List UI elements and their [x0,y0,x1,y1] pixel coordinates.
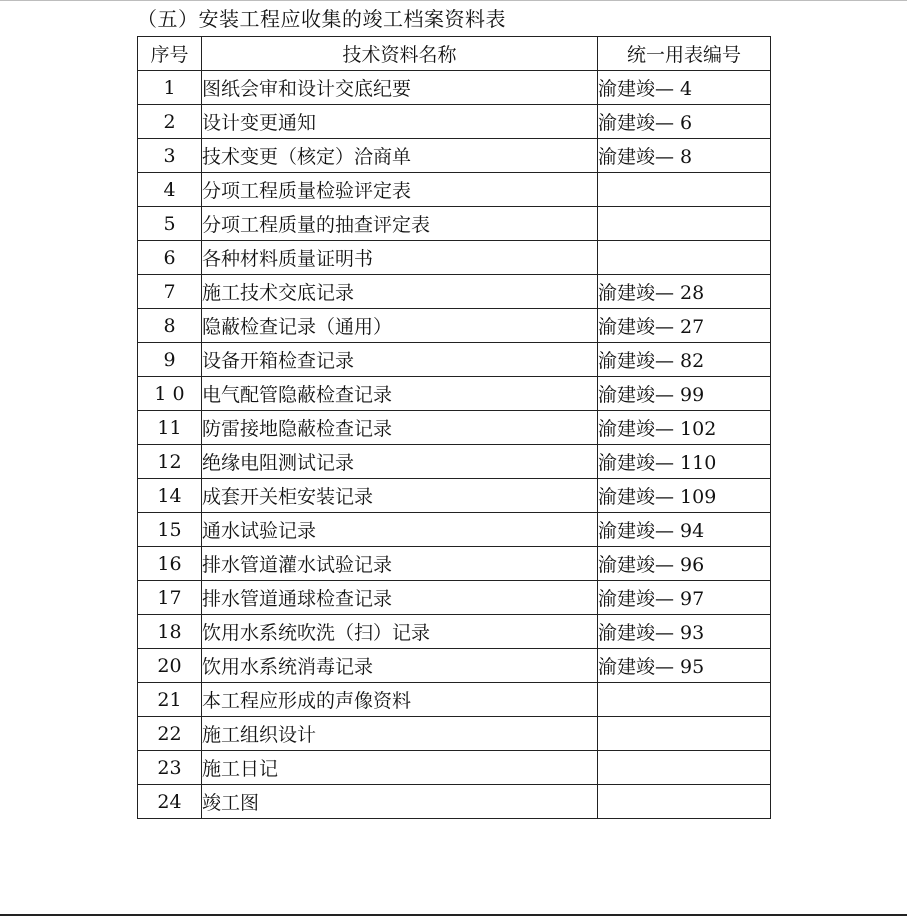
table-row [138,207,771,241]
cell-seq: 24 [138,785,202,819]
cell-name: 分项工程质量检验评定表 [202,173,598,207]
cell-name: 绝缘电阻测试记录 [202,445,598,479]
table-row [138,581,771,615]
cell-code: 渝建竣— 95 [598,649,771,683]
cell-code: 渝建竣— 96 [598,547,771,581]
table-body [138,71,771,819]
cell-seq: 14 [138,479,202,513]
cell-seq: 1 0 [138,377,202,411]
cell-seq: 9 [138,343,202,377]
cell-code [598,173,771,207]
cell-code: 渝建竣— 27 [598,309,771,343]
cell-name: 各种材料质量证明书 [202,241,598,275]
cell-code: 渝建竣— 28 [598,275,771,309]
table-row [138,173,771,207]
cell-code: 渝建竣— 4 [598,71,771,105]
cell-name: 施工技术交底记录 [202,275,598,309]
cell-name: 技术变更（核定）洽商单 [202,139,598,173]
cell-code [598,241,771,275]
cell-seq: 22 [138,717,202,751]
cell-seq: 2 [138,105,202,139]
table-row [138,717,771,751]
cell-name: 本工程应形成的声像资料 [202,683,598,717]
document-title: （五）安装工程应收集的竣工档案资料表 [137,7,506,31]
cell-name: 防雷接地隐蔽检查记录 [202,411,598,445]
cell-name: 通水试验记录 [202,513,598,547]
table-row [138,343,771,377]
cell-code: 渝建竣— 93 [598,615,771,649]
cell-name: 施工组织设计 [202,717,598,751]
cell-name: 竣工图 [202,785,598,819]
cell-name: 设备开箱检查记录 [202,343,598,377]
table-row [138,275,771,309]
header-seq: 序号 [138,37,202,71]
cell-name: 图纸会审和设计交底纪要 [202,71,598,105]
cell-code: 渝建竣— 97 [598,581,771,615]
cell-code: 渝建竣— 99 [598,377,771,411]
cell-seq: 12 [138,445,202,479]
table-header-row [138,37,771,71]
cell-seq: 6 [138,241,202,275]
cell-code: 渝建竣— 94 [598,513,771,547]
table-row [138,513,771,547]
cell-code: 渝建竣— 102 [598,411,771,445]
cell-seq: 23 [138,751,202,785]
cell-seq: 5 [138,207,202,241]
table-row [138,139,771,173]
table-row [138,615,771,649]
table-row [138,751,771,785]
cell-code [598,717,771,751]
table-row [138,241,771,275]
cell-name: 分项工程质量的抽查评定表 [202,207,598,241]
cell-seq: 18 [138,615,202,649]
cell-code: 渝建竣— 6 [598,105,771,139]
cell-seq: 7 [138,275,202,309]
cell-seq: 8 [138,309,202,343]
archive-table [137,36,771,819]
bottom-border-line [0,914,907,916]
cell-name: 排水管道通球检查记录 [202,581,598,615]
table-row [138,309,771,343]
cell-code [598,785,771,819]
cell-code [598,751,771,785]
header-name: 技术资料名称 [202,37,598,71]
cell-name: 饮用水系统吹洗（扫）记录 [202,615,598,649]
top-border-line [0,0,907,1]
cell-name: 设计变更通知 [202,105,598,139]
cell-code [598,683,771,717]
table-row [138,377,771,411]
table-row [138,785,771,819]
table-row [138,71,771,105]
cell-seq: 11 [138,411,202,445]
cell-seq: 1 [138,71,202,105]
table-row [138,479,771,513]
table-row [138,105,771,139]
cell-seq: 17 [138,581,202,615]
cell-code: 渝建竣— 110 [598,445,771,479]
table-row [138,683,771,717]
cell-seq: 3 [138,139,202,173]
cell-code: 渝建竣— 109 [598,479,771,513]
table-row [138,445,771,479]
cell-name: 排水管道灌水试验记录 [202,547,598,581]
table-row [138,411,771,445]
cell-name: 成套开关柜安装记录 [202,479,598,513]
table-row [138,649,771,683]
cell-name: 电气配管隐蔽检查记录 [202,377,598,411]
cell-name: 施工日记 [202,751,598,785]
header-code: 统一用表编号 [598,37,771,71]
cell-seq: 4 [138,173,202,207]
cell-code: 渝建竣— 82 [598,343,771,377]
cell-seq: 16 [138,547,202,581]
cell-code [598,207,771,241]
cell-seq: 20 [138,649,202,683]
cell-name: 饮用水系统消毒记录 [202,649,598,683]
cell-seq: 15 [138,513,202,547]
table-row [138,547,771,581]
cell-code: 渝建竣— 8 [598,139,771,173]
cell-seq: 21 [138,683,202,717]
cell-name: 隐蔽检查记录（通用） [202,309,598,343]
